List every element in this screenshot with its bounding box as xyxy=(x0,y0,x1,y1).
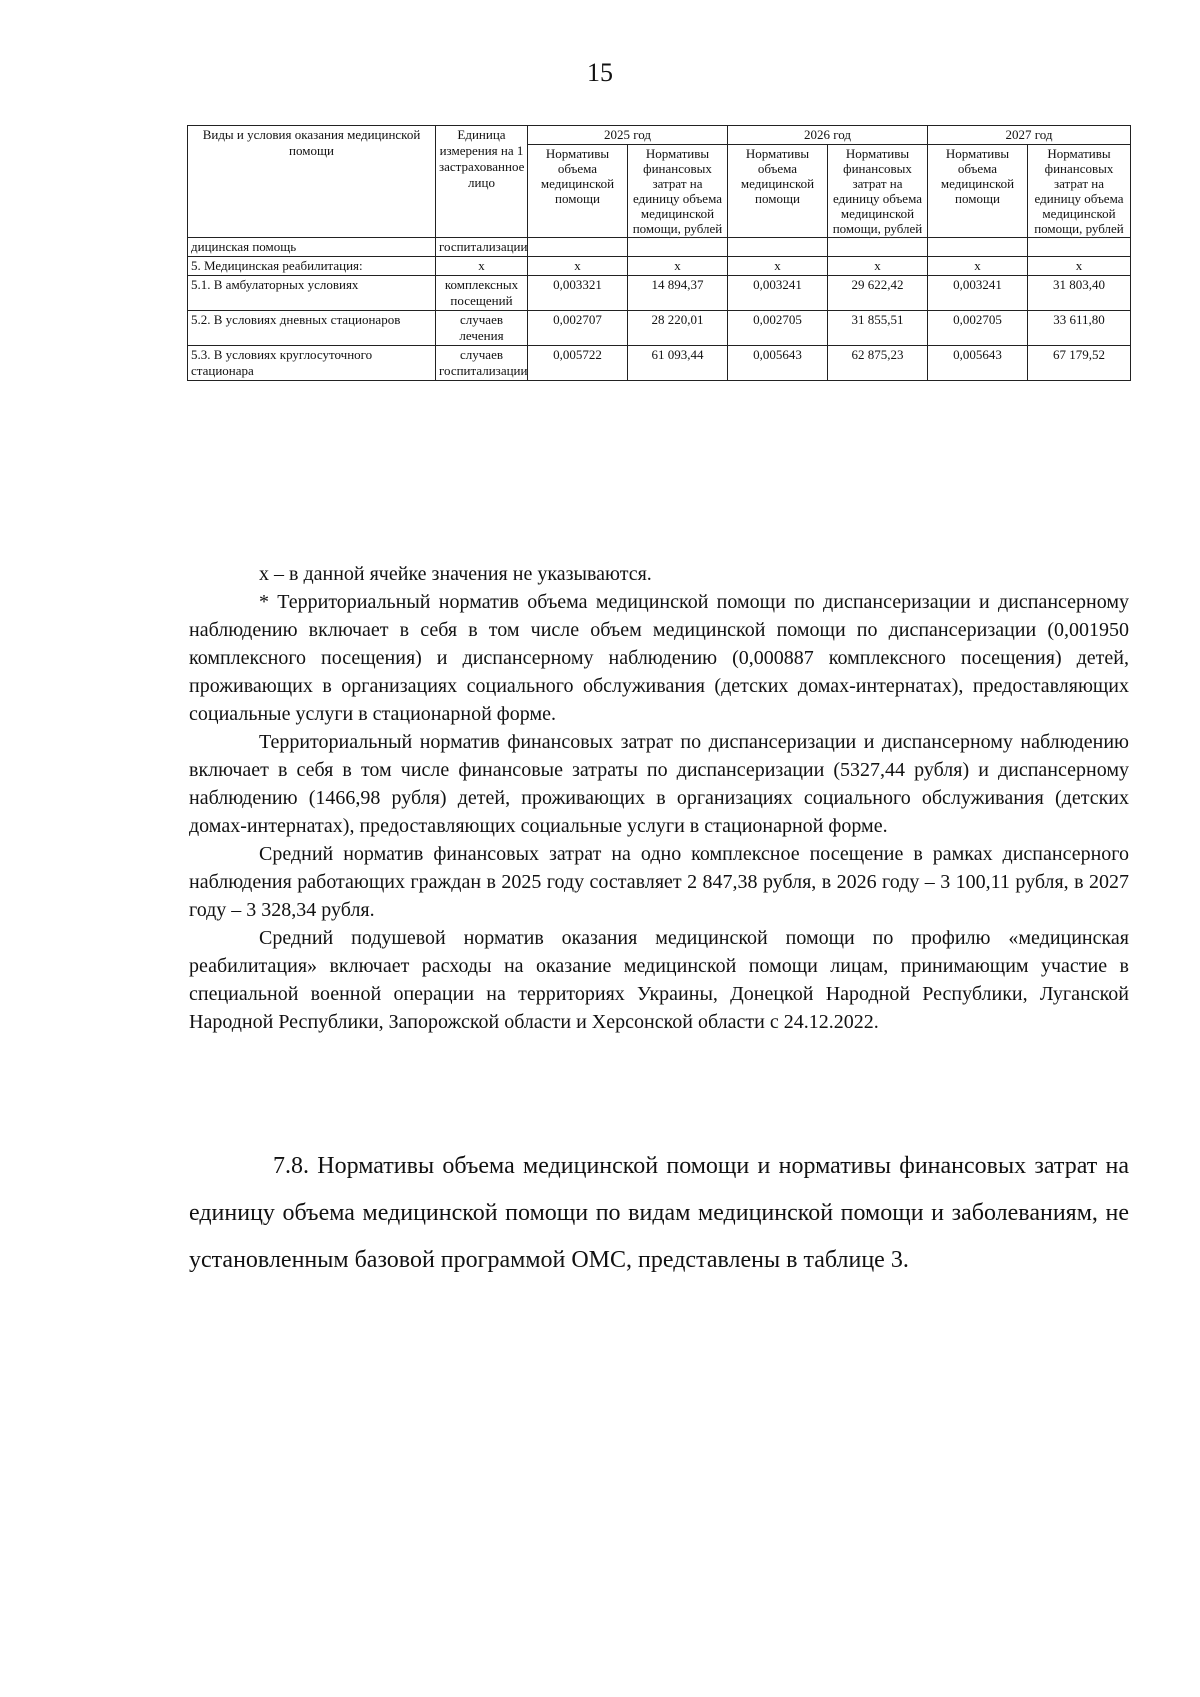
row-value xyxy=(728,238,828,257)
header-finance-2027: Нормативы финансовых затрат на единицу объема медицинской помощи, рублей xyxy=(1028,145,1131,238)
table-header-row xyxy=(188,126,1131,145)
row-type: 5. Медицинская реабилитация: xyxy=(188,257,436,276)
table-row xyxy=(188,238,1131,257)
row-value: x xyxy=(528,257,628,276)
row-type: 5.1. В амбулаторных условиях xyxy=(188,276,436,311)
row-value: x xyxy=(1028,257,1131,276)
row-value: 0,002705 xyxy=(928,311,1028,346)
row-value: 0,005722 xyxy=(528,346,628,381)
row-value: x xyxy=(728,257,828,276)
row-unit: комплексных посещений xyxy=(436,276,528,311)
note-paragraph: Средний норматив финансовых затрат на одно комплексное посещение в рамках диспансерного наблюдения работающих граждан в 2025 году составляет 2 847,38 рубля, в 2026 году – 3 100,11 рубля, в 2027 году – 3 328,34 рубля. xyxy=(189,843,1129,921)
row-value: 29 622,42 xyxy=(828,276,928,311)
header-unit: Единица измерения на 1 застрахованное лицо xyxy=(436,126,528,238)
header-type: Виды и условия оказания медицинской помощи xyxy=(188,126,436,238)
row-value: 0,002707 xyxy=(528,311,628,346)
row-value xyxy=(628,238,728,257)
note-paragraph: Территориальный норматив финансовых затрат по диспансеризации и диспансерному наблюдению включает в себя в том числе финансовые затраты по диспансеризации (5327,44 рубля) и диспансерному наблюдению (1466,98 рубля) детей, проживающих в организациях социального обслуживания (детских домах-интернатах), предоставляющих социальные услуги в стационарной форме. xyxy=(189,731,1129,837)
header-year-2025: 2025 год xyxy=(528,126,728,145)
row-value: 31 803,40 xyxy=(1028,276,1131,311)
row-value: 62 875,23 xyxy=(828,346,928,381)
table-row xyxy=(188,276,1131,311)
header-year-2027: 2027 год xyxy=(928,126,1131,145)
row-value xyxy=(528,238,628,257)
table-row xyxy=(188,311,1131,346)
row-value: 0,002705 xyxy=(728,311,828,346)
notes-block xyxy=(189,560,1129,1036)
row-value: x xyxy=(928,257,1028,276)
row-value: 0,005643 xyxy=(728,346,828,381)
row-value: 14 894,37 xyxy=(628,276,728,311)
row-value: 28 220,01 xyxy=(628,311,728,346)
row-value: x xyxy=(628,257,728,276)
section-7-8 xyxy=(189,1143,1129,1284)
row-type: 5.2. В условиях дневных стационаров xyxy=(188,311,436,346)
row-unit: x xyxy=(436,257,528,276)
row-value: 0,003321 xyxy=(528,276,628,311)
row-type: дицинская помощь xyxy=(188,238,436,257)
row-value: 31 855,51 xyxy=(828,311,928,346)
table-row xyxy=(188,346,1131,381)
row-unit: случаев госпитализации xyxy=(436,346,528,381)
note-paragraph: * Территориальный норматив объема медицинской помощи по диспансеризации и диспансерному наблюдению включает в себя в том числе объем медицинской помощи по диспансеризации (0,001950 комплексного посещения) и диспансерному наблюдению (0,000887 комплексного посещения) детей, проживающих в организациях социального обслуживания (детских домах-интернатах), предоставляющих социальные услуги в стационарной форме. xyxy=(189,591,1129,725)
row-type: 5.3. В условиях круглосуточного стационара xyxy=(188,346,436,381)
table-row xyxy=(188,257,1131,276)
header-volume-2026: Нормативы объема медицинской помощи xyxy=(728,145,828,238)
header-year-2026: 2026 год xyxy=(728,126,928,145)
x-note: х – в данной ячейке значения не указываются. xyxy=(259,563,652,585)
header-finance-2026: Нормативы финансовых затрат на единицу объема медицинской помощи, рублей xyxy=(828,145,928,238)
note-paragraph: Средний подушевой норматив оказания медицинской помощи по профилю «медицинская реабилитация» включает расходы на оказание медицинской помощи лицам, принимающим участие в специальной военной операции на территориях Украины, Донецкой Народной Республики, Луганской Народной Республики, Запорожской области и Херсонской области с 24.12.2022. xyxy=(189,927,1129,1033)
row-value: 33 611,80 xyxy=(1028,311,1131,346)
norms-table xyxy=(187,125,1131,381)
page-number: 15 xyxy=(587,58,613,87)
section-paragraph: 7.8. Нормативы объема медицинской помощи и нормативы финансовых затрат на единицу объема медицинской помощи по видам медицинской помощи и заболеваниям, не установленным базовой программой ОМС, представлены в таблице 3. xyxy=(189,1153,1129,1273)
row-value xyxy=(1028,238,1131,257)
header-finance-2025: Нормативы финансовых затрат на единицу объема медицинской помощи, рублей xyxy=(628,145,728,238)
row-value xyxy=(828,238,928,257)
row-value xyxy=(928,238,1028,257)
row-value: x xyxy=(828,257,928,276)
header-volume-2025: Нормативы объема медицинской помощи xyxy=(528,145,628,238)
row-value: 0,003241 xyxy=(928,276,1028,311)
row-unit: случаев лечения xyxy=(436,311,528,346)
row-value: 0,003241 xyxy=(728,276,828,311)
row-value: 67 179,52 xyxy=(1028,346,1131,381)
row-value: 61 093,44 xyxy=(628,346,728,381)
row-value: 0,005643 xyxy=(928,346,1028,381)
header-volume-2027: Нормативы объема медицинской помощи xyxy=(928,145,1028,238)
row-unit: госпитализации xyxy=(436,238,528,257)
